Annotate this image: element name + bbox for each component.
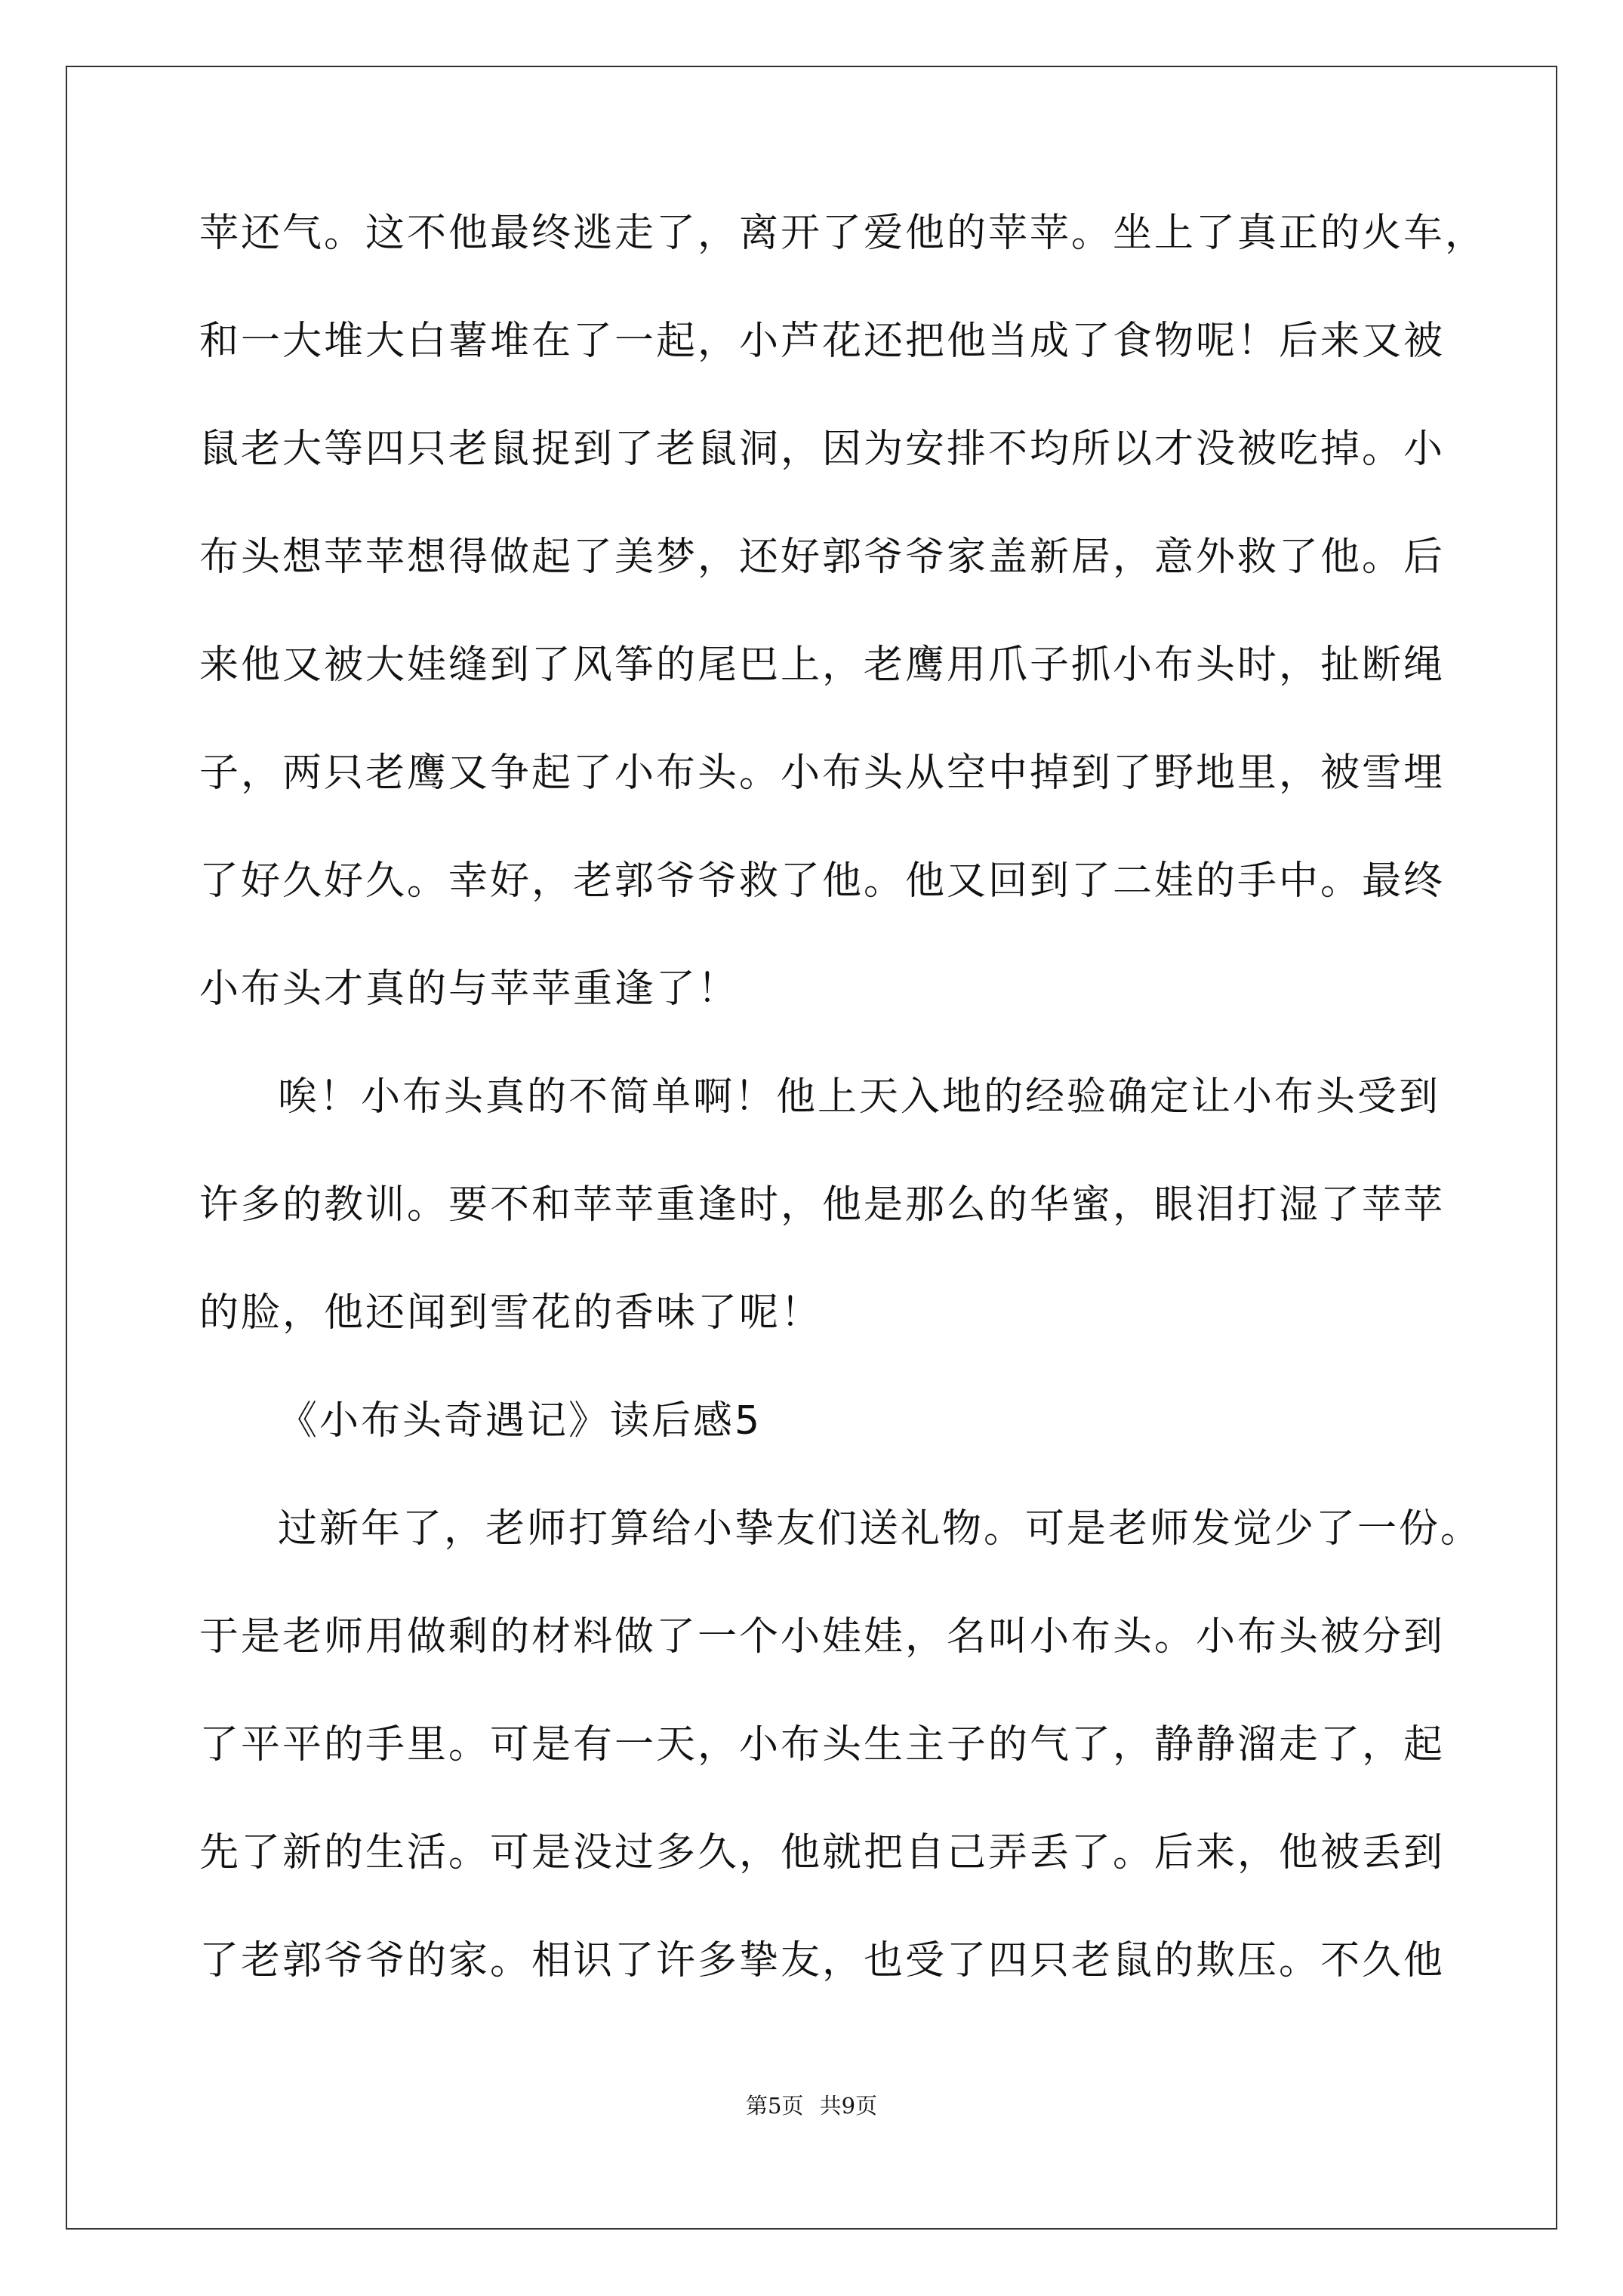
text-line: 先了新的生活。可是没过多久，他就把自己弄丢了。后来，他被丢到 [199,1830,1446,1875]
text-line: 的脸，他还闻到雪花的香味了呢！ [199,1290,823,1336]
page-total: 共9页 [819,2093,878,2119]
text-line: 来他又被大娃缝到了风筝的尾巴上，老鹰用爪子抓小布头时，扯断绳 [199,643,1446,688]
text-line: 子，两只老鹰又争起了小布头。小布头从空中掉到了野地里，被雪埋 [199,750,1446,796]
text-line: 小布头才真的与苹苹重逢了！ [199,966,740,1012]
text-line: 于是老师用做剩的材料做了一个小娃娃，名叫小布头。小布头被分到 [199,1614,1446,1660]
text-line: 鼠老大等四只老鼠捉到了老鼠洞，因为安排不均所以才没被吃掉。小 [199,427,1446,472]
paragraph-start: 过新年了，老师打算给小挚友们送礼物。可是老师发觉少了一份。 [278,1506,1483,1552]
paragraph-start: 唉！小布头真的不简单啊！他上天入地的经验确定让小布头受到 [278,1074,1441,1120]
page-border [66,66,1557,2230]
text-line: 了平平的手里。可是有一天，小布头生主子的气了，静静溜走了，起 [199,1722,1446,1767]
page-footer [0,2093,1623,2119]
text-line: 和一大堆大白薯堆在了一起，小芦花还把他当成了食物呢！后来又被 [199,319,1446,364]
text-line: 了好久好久。幸好，老郭爷爷救了他。他又回到了二娃的手中。最终 [199,858,1446,904]
page-number: 第5页 [745,2093,804,2119]
text-line: 布头想苹苹想得做起了美梦，还好郭爷爷家盖新居，意外救了他。后 [199,535,1446,580]
text-line: 了老郭爷爷的家。相识了许多挚友，也受了四只老鼠的欺压。不久他 [199,1938,1446,1983]
text-line: 苹还气。这不他最终逃走了，离开了爱他的苹苹。坐上了真正的火车， [199,211,1487,256]
section-heading: 《小布头奇遇记》读后感5 [278,1398,762,1444]
text-line: 许多的教训。要不和苹苹重逢时，他是那么的华蜜，眼泪打湿了苹苹 [199,1182,1446,1228]
